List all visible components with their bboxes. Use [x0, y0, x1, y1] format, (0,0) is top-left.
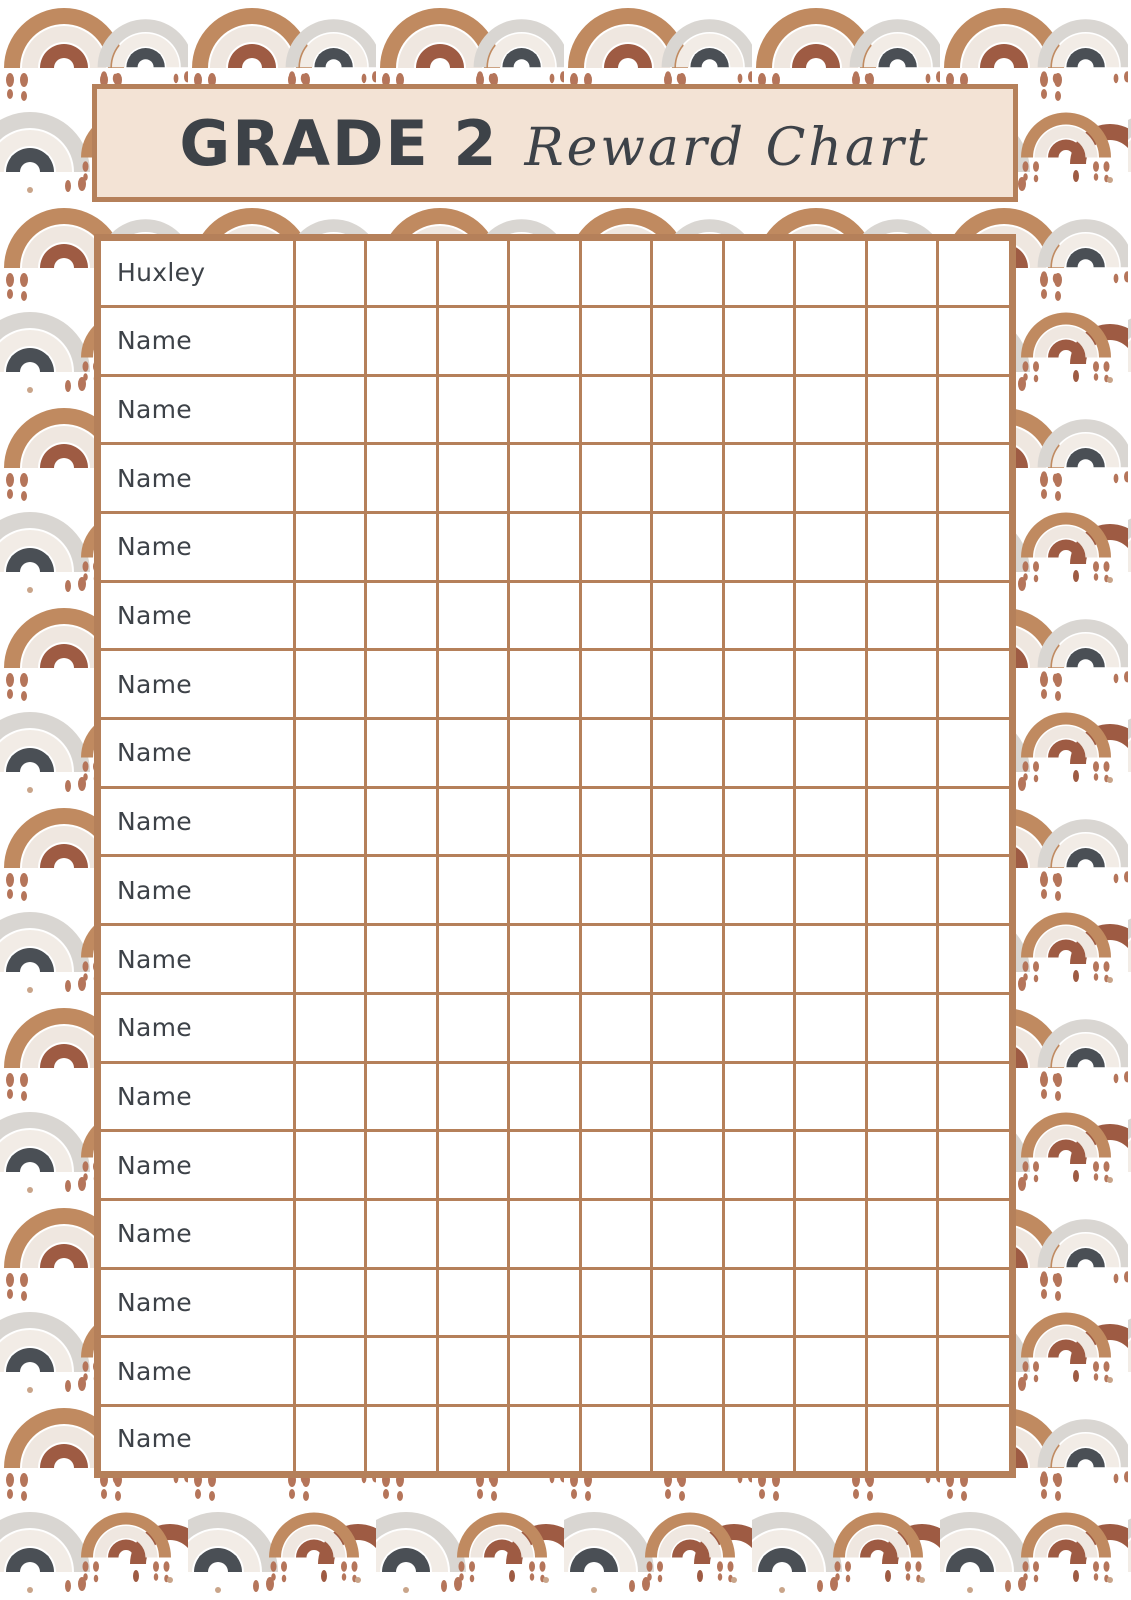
- sticker-cell[interactable]: [652, 306, 723, 375]
- sticker-cell[interactable]: [723, 375, 794, 444]
- sticker-cell[interactable]: [580, 513, 651, 582]
- sticker-cell[interactable]: [937, 241, 1009, 306]
- sticker-cell[interactable]: [366, 925, 437, 994]
- sticker-cell[interactable]: [366, 513, 437, 582]
- sticker-cell[interactable]: [437, 787, 508, 856]
- sticker-cell[interactable]: [795, 650, 866, 719]
- sticker-cell[interactable]: [866, 581, 937, 650]
- sticker-cell[interactable]: [437, 1131, 508, 1200]
- sticker-cell[interactable]: [937, 1131, 1009, 1200]
- sticker-cell[interactable]: [295, 993, 366, 1062]
- table-row: [101, 787, 1009, 856]
- sticker-cell[interactable]: [509, 1131, 580, 1200]
- sticker-cell[interactable]: [937, 375, 1009, 444]
- sticker-cell[interactable]: [295, 719, 366, 788]
- sticker-cell[interactable]: [437, 650, 508, 719]
- sticker-cell[interactable]: [866, 513, 937, 582]
- sticker-cell[interactable]: [795, 925, 866, 994]
- student-name-cell[interactable]: Name: [101, 650, 295, 719]
- sticker-cell[interactable]: [366, 444, 437, 513]
- sticker-cell[interactable]: [366, 719, 437, 788]
- sticker-cell[interactable]: [580, 856, 651, 925]
- sticker-cell[interactable]: [937, 513, 1009, 582]
- sticker-cell[interactable]: [580, 1062, 651, 1131]
- student-name-cell[interactable]: Name: [101, 993, 295, 1062]
- sticker-cell[interactable]: [295, 1131, 366, 1200]
- sticker-cell[interactable]: [652, 925, 723, 994]
- sticker-cell[interactable]: [795, 993, 866, 1062]
- sticker-cell[interactable]: [509, 650, 580, 719]
- sticker-cell[interactable]: [723, 1131, 794, 1200]
- table-row: [101, 375, 1009, 444]
- sticker-cell[interactable]: [937, 925, 1009, 994]
- sticker-cell[interactable]: [723, 513, 794, 582]
- sticker-cell[interactable]: [366, 1062, 437, 1131]
- sticker-cell[interactable]: [509, 925, 580, 994]
- sticker-cell[interactable]: [866, 1062, 937, 1131]
- sticker-cell[interactable]: [866, 1268, 937, 1337]
- sticker-cell[interactable]: [580, 719, 651, 788]
- table-row: [101, 650, 1009, 719]
- sticker-cell[interactable]: [295, 1199, 366, 1268]
- student-name-cell[interactable]: Name: [101, 444, 295, 513]
- sticker-cell[interactable]: [866, 1405, 937, 1471]
- sticker-cell[interactable]: [580, 1268, 651, 1337]
- sticker-cell[interactable]: [795, 375, 866, 444]
- sticker-cell[interactable]: [437, 1062, 508, 1131]
- sticker-cell[interactable]: [937, 1405, 1009, 1471]
- sticker-cell[interactable]: [509, 1337, 580, 1406]
- sticker-cell[interactable]: [580, 241, 651, 306]
- sticker-cell[interactable]: [937, 1062, 1009, 1131]
- sticker-cell[interactable]: [652, 513, 723, 582]
- sticker-cell[interactable]: [795, 306, 866, 375]
- sticker-cell[interactable]: [723, 1199, 794, 1268]
- sticker-cell[interactable]: [652, 993, 723, 1062]
- reward-chart-grid: [94, 234, 1016, 1478]
- sticker-cell[interactable]: [652, 1405, 723, 1471]
- sticker-cell[interactable]: [366, 1405, 437, 1471]
- sticker-cell[interactable]: [652, 1268, 723, 1337]
- sticker-cell[interactable]: [652, 444, 723, 513]
- sticker-cell[interactable]: [437, 1199, 508, 1268]
- sticker-cell[interactable]: [509, 719, 580, 788]
- reward-chart-table: [101, 241, 1009, 1471]
- table-row: [101, 1268, 1009, 1337]
- sticker-cell[interactable]: [509, 375, 580, 444]
- sticker-cell[interactable]: [509, 1062, 580, 1131]
- sticker-cell[interactable]: [866, 993, 937, 1062]
- sticker-cell[interactable]: [652, 1337, 723, 1406]
- sticker-cell[interactable]: [937, 993, 1009, 1062]
- sticker-cell[interactable]: [437, 513, 508, 582]
- sticker-cell[interactable]: [295, 856, 366, 925]
- sticker-cell[interactable]: [652, 719, 723, 788]
- sticker-cell[interactable]: [795, 1337, 866, 1406]
- sticker-cell[interactable]: [580, 444, 651, 513]
- sticker-cell[interactable]: [723, 581, 794, 650]
- sticker-cell[interactable]: [652, 375, 723, 444]
- sticker-cell[interactable]: [295, 925, 366, 994]
- sticker-cell[interactable]: [295, 1268, 366, 1337]
- student-name-cell[interactable]: Name: [101, 1337, 295, 1406]
- sticker-cell[interactable]: [866, 241, 937, 306]
- sticker-cell[interactable]: [366, 375, 437, 444]
- sticker-cell[interactable]: [295, 787, 366, 856]
- sticker-cell[interactable]: [437, 306, 508, 375]
- grade-title: GRADE 2: [179, 106, 499, 180]
- student-name-cell[interactable]: Name: [101, 1199, 295, 1268]
- student-name-cell[interactable]: Name: [101, 787, 295, 856]
- sticker-cell[interactable]: [652, 1062, 723, 1131]
- sticker-cell[interactable]: [795, 1405, 866, 1471]
- table-row: [101, 856, 1009, 925]
- sticker-cell[interactable]: [723, 1337, 794, 1406]
- student-name-cell[interactable]: Name: [101, 1405, 295, 1471]
- table-row: [101, 241, 1009, 306]
- table-row: [101, 306, 1009, 375]
- student-name-cell[interactable]: Name: [101, 306, 295, 375]
- sticker-cell[interactable]: [437, 719, 508, 788]
- sticker-cell[interactable]: [509, 993, 580, 1062]
- sticker-cell[interactable]: [437, 993, 508, 1062]
- sticker-cell[interactable]: [795, 856, 866, 925]
- table-row: [101, 1405, 1009, 1471]
- sticker-cell[interactable]: [652, 1131, 723, 1200]
- sticker-cell[interactable]: [652, 1199, 723, 1268]
- sticker-cell[interactable]: [723, 1268, 794, 1337]
- sticker-cell[interactable]: [866, 1199, 937, 1268]
- sticker-cell[interactable]: [795, 787, 866, 856]
- student-name-cell[interactable]: Name: [101, 513, 295, 582]
- sticker-cell[interactable]: [795, 1131, 866, 1200]
- sticker-cell[interactable]: [723, 306, 794, 375]
- sticker-cell[interactable]: [866, 650, 937, 719]
- sticker-cell[interactable]: [937, 444, 1009, 513]
- sticker-cell[interactable]: [366, 787, 437, 856]
- sticker-cell[interactable]: [937, 306, 1009, 375]
- sticker-cell[interactable]: [937, 1199, 1009, 1268]
- sticker-cell[interactable]: [366, 856, 437, 925]
- sticker-cell[interactable]: [580, 306, 651, 375]
- sticker-cell[interactable]: [509, 241, 580, 306]
- sticker-cell[interactable]: [580, 1337, 651, 1406]
- sticker-cell[interactable]: [652, 856, 723, 925]
- sticker-cell[interactable]: [437, 1405, 508, 1471]
- sticker-cell[interactable]: [509, 581, 580, 650]
- student-name-cell[interactable]: Name: [101, 1268, 295, 1337]
- sticker-cell[interactable]: [295, 1405, 366, 1471]
- sticker-cell[interactable]: [366, 1199, 437, 1268]
- table-row: [101, 581, 1009, 650]
- sticker-cell[interactable]: [437, 444, 508, 513]
- sticker-cell[interactable]: [509, 306, 580, 375]
- sticker-cell[interactable]: [866, 1131, 937, 1200]
- sticker-cell[interactable]: [652, 241, 723, 306]
- sticker-cell[interactable]: [437, 241, 508, 306]
- sticker-cell[interactable]: [580, 787, 651, 856]
- sticker-cell[interactable]: [366, 241, 437, 306]
- sticker-cell[interactable]: [795, 1268, 866, 1337]
- table-row: [101, 1337, 1009, 1406]
- sticker-cell[interactable]: [580, 925, 651, 994]
- student-name-cell[interactable]: Name: [101, 925, 295, 994]
- student-name-cell[interactable]: Huxley: [101, 241, 295, 306]
- sticker-cell[interactable]: [937, 787, 1009, 856]
- sticker-cell[interactable]: [795, 444, 866, 513]
- sticker-cell[interactable]: [866, 925, 937, 994]
- sticker-cell[interactable]: [509, 1405, 580, 1471]
- sticker-cell[interactable]: [866, 719, 937, 788]
- table-row: [101, 1062, 1009, 1131]
- title-banner: [92, 84, 1018, 202]
- sticker-cell[interactable]: [580, 993, 651, 1062]
- student-name-cell[interactable]: Name: [101, 581, 295, 650]
- sticker-cell[interactable]: [580, 581, 651, 650]
- student-name-cell[interactable]: Name: [101, 856, 295, 925]
- sticker-cell[interactable]: [366, 1131, 437, 1200]
- title-banner-text: [179, 107, 930, 180]
- sticker-cell[interactable]: [937, 1337, 1009, 1406]
- sticker-cell[interactable]: [437, 856, 508, 925]
- sticker-cell[interactable]: [437, 925, 508, 994]
- student-name-cell[interactable]: Name: [101, 719, 295, 788]
- sticker-cell[interactable]: [366, 581, 437, 650]
- sticker-cell[interactable]: [509, 1268, 580, 1337]
- sticker-cell[interactable]: [509, 513, 580, 582]
- sticker-cell[interactable]: [366, 1337, 437, 1406]
- sticker-cell[interactable]: [366, 993, 437, 1062]
- sticker-cell[interactable]: [580, 1405, 651, 1471]
- sticker-cell[interactable]: [723, 856, 794, 925]
- sticker-cell[interactable]: [295, 1337, 366, 1406]
- sticker-cell[interactable]: [437, 581, 508, 650]
- sticker-cell[interactable]: [795, 581, 866, 650]
- sticker-cell[interactable]: [937, 581, 1009, 650]
- student-name-cell[interactable]: Name: [101, 1062, 295, 1131]
- sticker-cell[interactable]: [366, 650, 437, 719]
- table-row: [101, 925, 1009, 994]
- sticker-cell[interactable]: [866, 444, 937, 513]
- table-row: [101, 1131, 1009, 1200]
- table-row: [101, 513, 1009, 582]
- sticker-cell[interactable]: [866, 787, 937, 856]
- sticker-cell[interactable]: [723, 925, 794, 994]
- sticker-cell[interactable]: [795, 719, 866, 788]
- sticker-cell[interactable]: [723, 1062, 794, 1131]
- sticker-cell[interactable]: [937, 719, 1009, 788]
- sticker-cell[interactable]: [437, 1337, 508, 1406]
- table-row: [101, 1199, 1009, 1268]
- sticker-cell[interactable]: [580, 375, 651, 444]
- sticker-cell[interactable]: [723, 719, 794, 788]
- student-name-cell[interactable]: Name: [101, 375, 295, 444]
- sticker-cell[interactable]: [866, 375, 937, 444]
- sticker-cell[interactable]: [295, 444, 366, 513]
- sticker-cell[interactable]: [366, 1268, 437, 1337]
- sticker-cell[interactable]: [866, 306, 937, 375]
- sticker-cell[interactable]: [652, 581, 723, 650]
- sticker-cell[interactable]: [795, 513, 866, 582]
- sticker-cell[interactable]: [723, 787, 794, 856]
- sticker-cell[interactable]: [937, 1268, 1009, 1337]
- sticker-cell[interactable]: [937, 856, 1009, 925]
- sticker-cell[interactable]: [509, 1199, 580, 1268]
- sticker-cell[interactable]: [295, 1062, 366, 1131]
- sticker-cell[interactable]: [866, 856, 937, 925]
- sticker-cell[interactable]: [795, 1199, 866, 1268]
- sticker-cell[interactable]: [723, 650, 794, 719]
- sticker-cell[interactable]: [509, 444, 580, 513]
- sticker-cell[interactable]: [795, 241, 866, 306]
- sticker-cell[interactable]: [652, 650, 723, 719]
- sticker-cell[interactable]: [866, 1337, 937, 1406]
- sticker-cell[interactable]: [723, 241, 794, 306]
- sticker-cell[interactable]: [295, 306, 366, 375]
- sticker-cell[interactable]: [295, 513, 366, 582]
- sticker-cell[interactable]: [937, 650, 1009, 719]
- sticker-cell[interactable]: [795, 1062, 866, 1131]
- sticker-cell[interactable]: [723, 1405, 794, 1471]
- sticker-cell[interactable]: [295, 581, 366, 650]
- table-row: [101, 444, 1009, 513]
- table-row: [101, 719, 1009, 788]
- sticker-cell[interactable]: [366, 306, 437, 375]
- sticker-cell[interactable]: [580, 1131, 651, 1200]
- sticker-cell[interactable]: [295, 241, 366, 306]
- sticker-cell[interactable]: [723, 993, 794, 1062]
- sticker-cell[interactable]: [723, 444, 794, 513]
- sticker-cell[interactable]: [295, 650, 366, 719]
- reward-chart-title: Reward Chart: [524, 117, 931, 178]
- student-name-cell[interactable]: Name: [101, 1131, 295, 1200]
- sticker-cell[interactable]: [652, 787, 723, 856]
- sticker-cell[interactable]: [437, 1268, 508, 1337]
- sticker-cell[interactable]: [509, 787, 580, 856]
- table-row: [101, 993, 1009, 1062]
- sticker-cell[interactable]: [295, 375, 366, 444]
- sticker-cell[interactable]: [437, 375, 508, 444]
- sticker-cell[interactable]: [580, 650, 651, 719]
- sticker-cell[interactable]: [509, 856, 580, 925]
- sticker-cell[interactable]: [580, 1199, 651, 1268]
